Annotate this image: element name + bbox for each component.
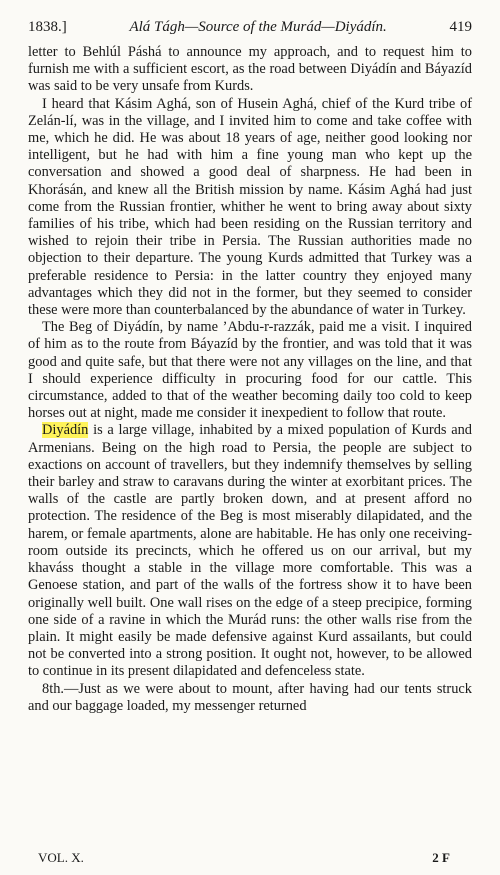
page-number: 419	[449, 19, 472, 35]
highlighted-word: Diyádín	[42, 422, 89, 439]
paragraph-4	[28, 422, 472, 680]
paragraph-5: 8th.—Just as we were about to mount, after having had our tents struck and our baggage loaded, my messenger returned	[28, 680, 472, 714]
paragraph-3: The Beg of Diyádín, by name ’Abdu-r-razzák, paid me a visit. I inquired of him as to the route from Báyazíd by the frontier, and was told that it was good and quite safe, but that there were not any villages on the line, and that I should experience difficulty in procuring food for our cattle. This circumstance, added to that of the weather becoming daily too cold to keep horses out at night, made me consider it inexpedient to follow that route.	[28, 319, 472, 422]
signature-mark: 2 F	[432, 850, 450, 865]
page-footer	[38, 850, 450, 866]
paragraph-2: I heard that Kásim Aghá, son of Husein Aghá, chief of the Kurd tribe of Zelán-lí, was in the village, and I invited him to come and take coffee with me, which he did. He was about 18 years of age, neither good looking nor intelligent, but he had with him a fine young man who kept up the conversation and showed a good deal of sharpness. He had been in Khorásán, and knew all the British mission by name. Kásim Aghá had just come from the Russian frontier, whither he went to bring away about sixty families of his tribe, which had been residing on the Russian territory and wished to rejoin their tribe in Persia. The Russian authorities made no objection to their departure. The young Kurds admitted that Turkey was a preferable residence to Persia: in the latter country they enjoyed many advantages which they did not in the former, but they seemed to consider these were more than counterbalanced by the abundance of water in Turkey.	[28, 95, 472, 319]
body-text	[28, 44, 472, 715]
header-year: 1838.]	[28, 19, 67, 35]
header-title: Alá Tágh—Source of the Murád—Diyádín.	[129, 19, 387, 35]
paragraph-4-text: is a large village, inhabited by a mixed population of Kurds and Armenians. Being on the high road to Persia, the people are subject to exactions on account of travellers, but they indemnify themselves by selling their barley and straw to caravans during the winter at exorbitant prices. The walls of the castle are partly broken down, and at present afford no protection. The residence of the Beg is most miserably dilapidated, and the harem, or female apartments, alone are habitable. He has only one receiving-room outside its precincts, which he offered us on our arrival, but my khaváss thought a stable in the village more comfortable. This was a Genoese station, and part of the walls of the fortress show it to have been originally well built. One wall rises on the edge of a steep precipice, forming one side of a ravine in which the Murád runs: the other walls rise from the plain. It might easily be made defensive against Kurd assailants, but could not be converted into a strong position. It ought not, however, to be allowed to continue in its present dilapidated and defenceless state.	[28, 422, 472, 680]
running-header	[28, 18, 472, 36]
volume-label: VOL. X.	[38, 850, 84, 865]
paragraph-1: letter to Behlúl Páshá to announce my approach, and to request him to furnish me with a sufficient escort, as the road between Diyádín and Báyazíd was said to be very unsafe from Kurds.	[28, 44, 472, 95]
